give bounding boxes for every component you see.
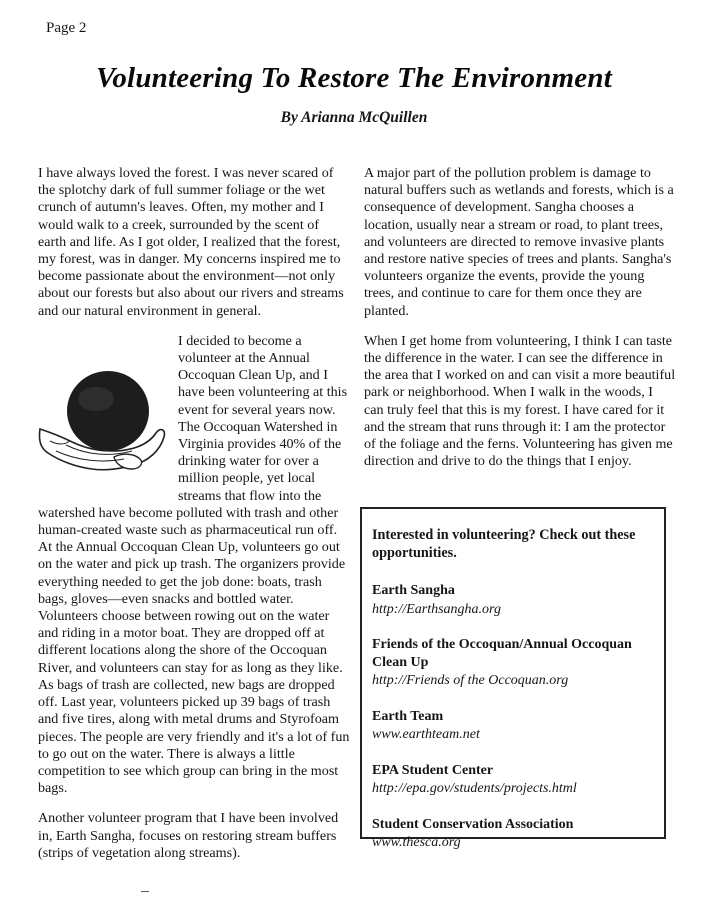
opportunity-link[interactable]: www.thesca.org bbox=[372, 835, 461, 850]
opportunity-name: Student Conservation Association bbox=[372, 816, 574, 832]
opportunity-item bbox=[372, 582, 656, 618]
right-column bbox=[364, 165, 676, 483]
opportunities-heading: Interested in volunteering? Check out these opportunities. bbox=[372, 527, 636, 561]
opportunity-link[interactable]: www.earthteam.net bbox=[372, 727, 480, 742]
paragraph-earth-sangha-intro: Another volunteer program that I have been involved in, Earth Sangha, focuses on restoring stream buffers (strips of vegetation along streams). bbox=[38, 810, 339, 861]
opportunity-name: Earth Team bbox=[372, 708, 444, 724]
page-number: Page 2 bbox=[46, 20, 87, 36]
paragraph-occoquan-cleanup: I decided to become a volunteer at the Annual Occoquan Clean Up, and I have been volunteering at this event for several years now. The Occoquan Watershed in Virginia provides 40% of the drinking water for over a million people, yet local streams that flow into the watershed have become polluted with trash and other human-created waste such as pharmaceutical run off. At the Annual Occoquan Clean Up, volunteers go out on the water and pick up trash. The organizers provide everything needed to get the job done: boats, trash bags, gloves—even snacks and bottled water. Volunteers choose between rowing out on the water and riding in a motor boat. They are dropped off at different locations along the shore of the Occoquan River, and volunteers can stay for as long as they like. As bags of trash are collected, new bags are dropped off. Last year, volunteers picked up 39 bags of trash and five tires, along with metal drums and Styrofoam pieces. The people are very friendly and it's a lot of fun to go out on the water. There is always a little competition to see which group can bring in the most bags. bbox=[38, 332, 350, 797]
opportunity-name: EPA Student Center bbox=[372, 762, 494, 778]
author-byline: By Arianna McQuillen bbox=[280, 109, 428, 126]
opportunity-link[interactable]: http://epa.gov/students/projects.html bbox=[372, 781, 577, 796]
earth-in-hand-illustration bbox=[36, 333, 176, 488]
footer-rule bbox=[141, 891, 149, 892]
opportunity-link[interactable]: http://Friends of the Occoquan.org bbox=[372, 673, 569, 688]
opportunity-item bbox=[372, 816, 656, 852]
opportunity-name: Friends of the Occoquan/Annual Occoquan Clean Up bbox=[372, 637, 632, 670]
paragraph-forest-love: I have always loved the forest. I was never scared of the splotchy dark of full summer foliage or the wet crunch of autumn's leaves. Often, my mother and I would walk to a creek, surrounded by the scent of earth and life. As I got older, I realized that the forest, my forest, was in danger. My concerns inspired me to become passionate about the environment—not only about our forests but also about our rivers and streams and our natural environment in general. bbox=[38, 165, 344, 319]
opportunity-item bbox=[372, 708, 656, 744]
opportunity-link[interactable]: http://Earthsangha.org bbox=[372, 601, 501, 617]
paragraph-reflection: When I get home from volunteering, I think I can taste the difference in the water. I can see the difference in the area that I worked on and can visit a more beautiful park or neighborhood. When I walk in the woods, I can truly feel that this is my forest. I have cared for it and the stream that runs through it: I am the protector of the foliage and the ferns. Volunteering has given me direction and drive to do the things that I enjoy. bbox=[364, 332, 676, 470]
paragraph-pollution-problem: A major part of the pollution problem is damage to natural buffers such as wetlands and forests, which is a consequence of development. Sangha chooses a location, usually near a stream or road, to plant trees, and volunteers are directed to remove invasive plants and restore native species of trees and plants. Sangha's volunteers organize the events, provide the young trees, and continue to care for them once they are planted. bbox=[364, 165, 674, 319]
opportunity-name: Earth Sangha bbox=[372, 583, 455, 598]
volunteer-opportunities-box bbox=[360, 507, 666, 850]
opportunity-item bbox=[372, 762, 656, 798]
opportunity-item bbox=[372, 636, 656, 690]
article-title: Volunteering To Restore The Environment bbox=[96, 62, 612, 94]
left-column bbox=[38, 165, 350, 875]
